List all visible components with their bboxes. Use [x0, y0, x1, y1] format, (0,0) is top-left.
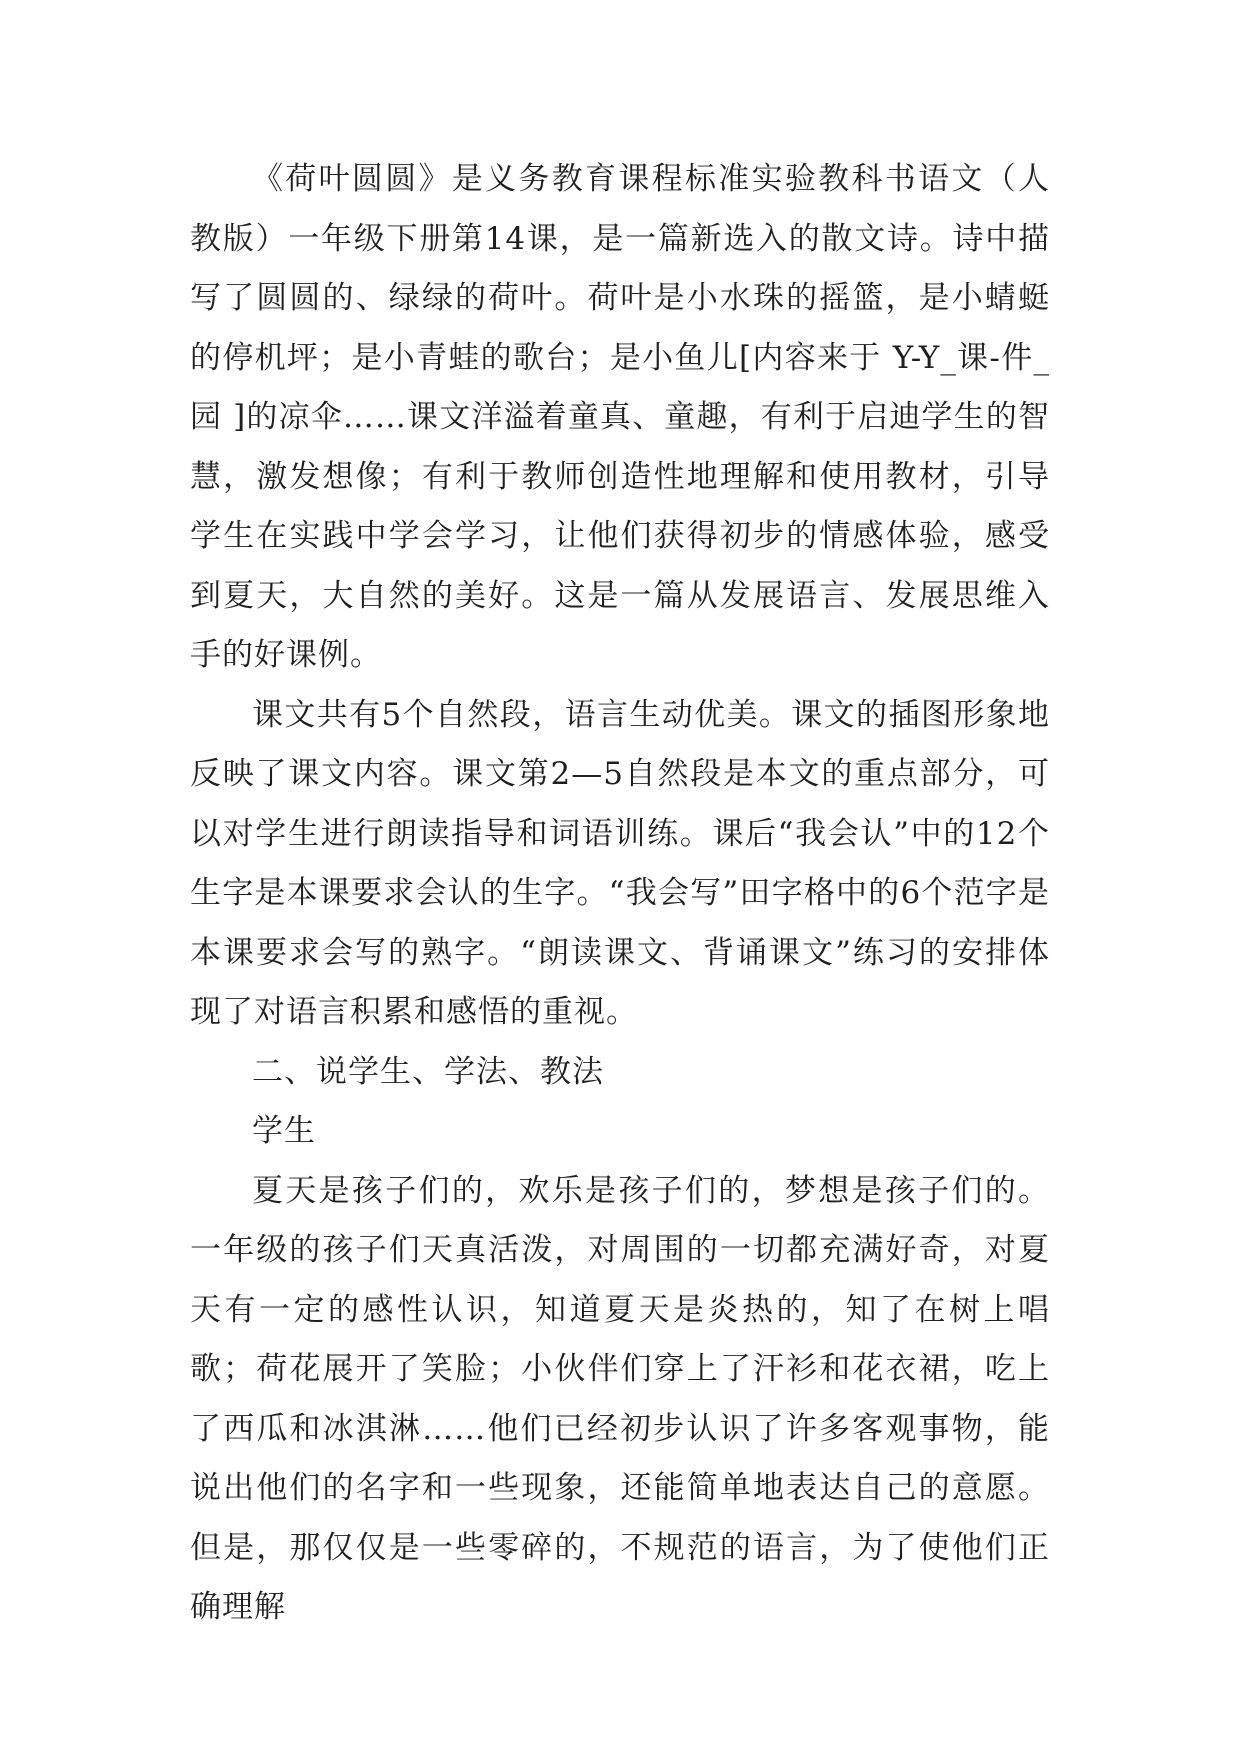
- paragraph-students: 夏天是孩子们的，欢乐是孩子们的，梦想是孩子们的。一年级的孩子们天真活泼，对周围的一切都充满好奇，对夏天有一定的感性认识，知道夏天是炎热的，知了在树上唱歌；荷花展开了笑脸；小伙伴们穿上了汗衫和花衣裙，吃上了西瓜和冰淇淋……他们已经初步认识了许多客观事物，能说出他们的名字和一些现象，还能简单地表达自己的意愿。但是，那仅仅是一些零碎的，不规范的语言，为了使他们正确理解: [190, 1172, 1050, 1625]
- document-body: [190, 150, 1050, 1638]
- subsection-heading: 学生: [252, 1113, 316, 1149]
- section-heading: 二、说学生、学法、教法: [252, 1053, 604, 1090]
- paragraph-text-structure: 课文共有5个自然段，语言生动优美。课文的插图形象地反映了课文内容。课文第2—5自然段是本文的重点部分，可以对学生进行朗读指导和词语训练。课后“我会认”中的12个生字是本课要求会认的生字。“我会写”田字格中的6个范字是本课要求会写的熟字。“朗读课文、背诵课文”练习的安排体现了对语言积累和感悟的重视。: [190, 696, 1050, 1030]
- paragraph-intro: 《荷叶圆圆》是义务教育课程标准实验教科书语文（人教版）一年级下册第14课，是一篇新选入的散文诗。诗中描写了圆圆的、绿绿的荷叶。荷叶是小水珠的摇篮，是小蜻蜓的停机坪；是小青蛙的歌台；是小鱼儿[内容来于 Y-Y_课-件_园 ]的凉伞……课文洋溢着童真、童趣，有利于启迪学生的智慧，激发想像；有利于教师创造性地理解和使用教材，引导学生在实践中学会学习，让他们获得初步的情感体验，感受到夏天，大自然的美好。这是一篇从发展语言、发展思维入手的好课例。: [190, 161, 1050, 673]
